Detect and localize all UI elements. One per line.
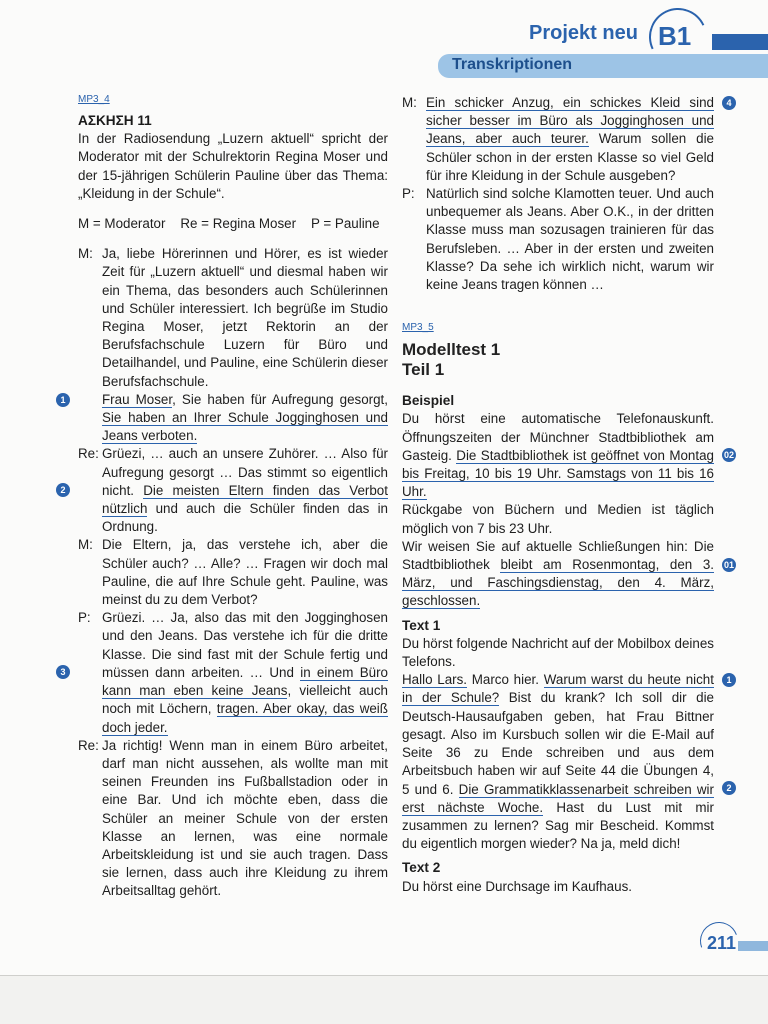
underlined-answer: Sie haben an Ihrer Schule Jogginghosen und Jeans verboten. (102, 410, 388, 444)
dialogue-line (78, 737, 388, 901)
paragraph (402, 410, 734, 501)
dialogue-text: Natürlich sind solche Klamotten teuer. Und auch unbequemer als Jeans. Aber O.K., in der dritten Klasse muss man sozusagen trainieren für das Berufsleben. … Aber in der ersten und zweiten Klasse? Da sehe ich wirklich nicht, warum wir keine Jeans tragen können … (426, 186, 714, 293)
dialogue-text: Warum sollen die Schüler schon in der ersten Klasse so viel Geld für ihre Kleidung in der Schule ausgeben? (426, 131, 714, 183)
dialogue-line (402, 94, 732, 185)
underlined-answer: bleibt am Rosenmontag, den 3. März, und Faschingsdienstag, den 4. März, geschlossen. (402, 557, 714, 609)
text-heading: Text 1 (402, 617, 441, 633)
section-tab (438, 54, 768, 78)
underlined-answer: tragen. Aber okay, das weiß doch jeder. (102, 701, 388, 735)
paragraph-text: Du hörst eine Durchsage im Kaufhaus. (402, 878, 632, 894)
text-heading: Text 2 (402, 860, 441, 876)
paragraph-text: Du hörst folgende Nachricht auf der Mobilbox deines Telefons. (402, 635, 714, 670)
book-title: Projekt neu (529, 22, 638, 44)
exercise-intro: In der Radiosendung „Luzern aktuell“ spricht der Moderator mit der Schulrektorin Regina Moser und der 15-jährigen Schülerin Pauline über das Thema: „Kleidung in der Schule“. (78, 131, 388, 201)
section-title: Transkriptionen (452, 56, 573, 73)
dialogue-text: Grüezi, … auch an unsere Zuhörer. … Also für Aufregung gesorgt … Das stimmt so eigentlich nicht. (102, 446, 388, 498)
dialogue-line (78, 245, 388, 391)
dialogue-text: Ja richtig! Wenn man in einem Büro arbeitet, darf man nicht aussehen, als wollte man mit seinen Freunden ins Fußballstadion oder in eine Bar. Und ich möchte eben, dass die Schüler an meiner Schule von der ersten Klasse an lernen, was eine normale Arbeitskleidung ist und sie auch tragen. Dass sie lernen, dass auch ihre Kleidung zu ihrem Arbeitsalltag gehört. (102, 737, 388, 899)
speaker-label: P: (402, 186, 415, 202)
page-edge (0, 976, 768, 1024)
page-number: 211 (707, 933, 737, 953)
left-column (60, 94, 389, 901)
right-column (402, 94, 734, 896)
answer-marker-icon: 2 (722, 781, 736, 795)
answer-marker-icon: 1 (56, 393, 70, 407)
dialogue-line (402, 185, 714, 294)
speaker-label: M: (78, 537, 93, 553)
paragraph-text: Du hörst eine automatische Telefonauskunft. Öffnungszeiten der Münchner Stadtbibliothek am Gasteig. (402, 411, 714, 463)
dialogue-line (78, 536, 388, 609)
speaker-label: M: (78, 246, 93, 262)
paragraph-text: Marco hier. (467, 672, 539, 688)
dialogue-line (60, 391, 389, 446)
answer-marker-icon: 4 (722, 96, 736, 110)
dialogue-line (60, 609, 388, 736)
answer-marker-icon: 01 (723, 559, 734, 570)
page-number-bar (738, 941, 768, 951)
paragraph-text: Wir weisen Sie auf aktuelle Schließungen hin: Die Stadtbibliothek (402, 538, 714, 573)
dialogue-text: und auch die Schüler finden das in Ordnung. (102, 501, 388, 535)
audio-track-label: MP3_5 (402, 322, 434, 334)
level-badge (649, 8, 705, 52)
paragraph-text: Hast du Lust mit mir zusammen zu lernen? Sag mir Bescheid. Kommst du eigentlich morgen wieder? Na ja, meld dich! (402, 799, 714, 852)
underlined-answer: Frau Moser (102, 391, 173, 407)
paragraph (402, 671, 732, 853)
dialogue-text: Ja, liebe Hörerinnen und Hörer, es ist wieder Zeit für „Luzern aktuell“ und diesmal haben wir ein Thema, das besonders auch Schülerinnen und Schüler interessiert. Ich begrüße im Studio Regina Moser, jetzt Rektorin an der Berufsfachschule Luzern für Büro und Detailhandel, und Pauline, eine Schülerin dieser Berufsfachschule. (102, 246, 388, 389)
speaker-label: Re: (78, 737, 99, 753)
dialogue-line (60, 445, 388, 536)
dialogue-text: , vielleicht auch noch mit Löchern, (102, 683, 388, 717)
speaker-label: Re: (78, 446, 99, 462)
underlined-answer: Hallo Lars. (402, 672, 468, 688)
model-test-part: Teil 1 (402, 360, 445, 380)
answer-marker-icon: 02 (723, 450, 734, 461)
underlined-answer: Ein schicker Anzug, ein schickes Kleid sind sicher besser im Büro als Jogginghosen und Jeans, aber auch teurer. (426, 95, 714, 147)
speaker-label: P: (78, 610, 91, 626)
speaker-legend: M = Moderator Re = Regina Moser P = Pauline (78, 216, 380, 232)
underlined-answer: Warum warst du heute nicht in der Schule? (402, 672, 714, 706)
underlined-answer: Die Stadtbibliothek ist geöffnet von Montag bis Freitag, 10 bis 19 Uhr. Samstags von 11 bis 16 Uhr. (402, 447, 714, 500)
level-label: B1 (658, 21, 692, 51)
answer-marker-icon: 1 (722, 673, 736, 687)
underlined-answer: in einem Büro kann man eben keine Jeans (102, 664, 388, 699)
exercise-title: ΑΣΚΗΣΗ 11 (78, 113, 152, 128)
model-test-title: Modelltest 1 (402, 340, 501, 360)
paragraph-text: Bist du krank? Ich soll dir die Deutsch-Hausaufgaben geben, hat Frau Bittner gesagt. Also im Kursbuch sollen wir die E-Mail auf Seite 36 zu Ende schreiben und aus dem Arbeitsbuch haben wir auf Seite 44 die Übungen 4, 5 und 6. (402, 690, 714, 797)
dialogue-text: Die Eltern, ja, das verstehe ich, aber die Schüler auch? … Alle? … Fragen wir doch mal Pauline, die auf Ihre Schule geht. Pauline, was meinst du zu dem Verbot? (102, 537, 388, 608)
dialogue-text: Grüezi. … Ja, also das mit den Jogginghosen und den Jeans. Das verstehe ich für die dritte Klasse. Die sind fast mit der Schule fertig und müssen dann arbeiten. … Und (102, 610, 388, 680)
underlined-answer: Die meisten Eltern finden das Verbot nützlich (102, 482, 388, 517)
example-heading: Beispiel (402, 393, 455, 409)
underlined-answer: Die Grammatikklassenarbeit schreiben wir erst nächste Woche. (402, 781, 714, 815)
answer-marker-icon: 2 (56, 483, 70, 497)
paragraph (402, 538, 734, 611)
speaker-label: M: (402, 95, 417, 110)
answer-marker-icon: 3 (56, 665, 70, 679)
audio-track-label: MP3_4 (78, 94, 110, 105)
dialogue-text: , Sie haben für Aufregung gesorgt, (172, 391, 389, 407)
paragraph-text: Rückgabe von Büchern und Medien ist täglich möglich von 7 bis 23 Uhr. (402, 502, 714, 536)
header-bar (712, 34, 768, 50)
